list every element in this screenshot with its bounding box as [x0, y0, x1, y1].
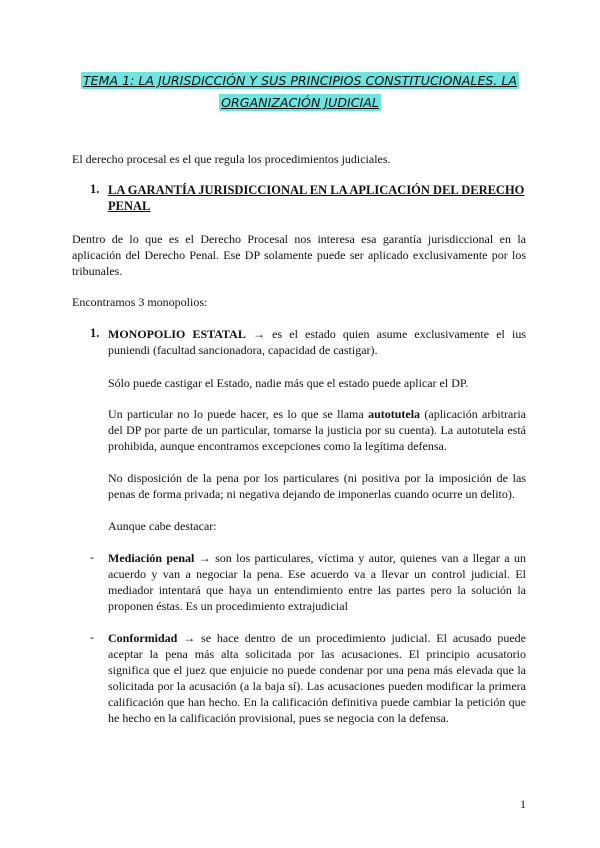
- p3-text-a: Un particular no lo puede hacer, es lo que se llama: [108, 407, 369, 421]
- page-number: 1: [520, 797, 526, 811]
- section-number: 1.: [90, 182, 100, 196]
- bullet-text: [108, 550, 526, 614]
- section-heading-line-2: PENAL: [108, 199, 151, 213]
- p3-text-b: (aplicación arbitraria del DP por parte de un particular, tomarse la justicia por su cuenta). La autotutela está prohibida, aunque encontramos excepciones como la legítima defensa.: [108, 407, 526, 453]
- bullet-item: [90, 630, 526, 726]
- title-line-2: ORGANIZACIÓN JUDICIAL: [221, 95, 379, 110]
- bullet-term: Conformidad: [108, 631, 178, 645]
- section-heading-line-1: LA GARANTÍA JURISDICCIONAL EN LA APLICACIÓN DEL DERECHO: [108, 183, 525, 197]
- list-item-text: [108, 326, 526, 358]
- page-title: [70, 70, 530, 114]
- list-item-1: [90, 326, 526, 358]
- section-heading: [90, 182, 530, 214]
- bullet-item: [90, 550, 526, 614]
- bullet-marker: -: [90, 630, 94, 644]
- intro-paragraph: El derecho procesal es el que regula los procedimientos judiciales.: [72, 152, 391, 166]
- item-paragraph-4: No disposición de la pena por los particulares (ni positiva por la imposición de las penas de forma privada; ni negativa dejando de imponerlas cuando ocurre un delito).: [108, 471, 526, 501]
- paragraph-1: Dentro de lo que es el Derecho Procesal nos interesa esa garantía jurisdiccional en la aplicación del Derecho Penal. Ese DP solamente puede ser aplicado exclusivamente por los tribunales.: [72, 232, 526, 278]
- item-text: → es el estado quien asume exclusivamente el ius puniendi (facultad sancionadora, capacidad de castigar).: [108, 327, 526, 357]
- item-term: MONOPOLIO ESTATAL: [108, 327, 246, 341]
- bullet-marker: -: [90, 550, 94, 564]
- paragraph-2: Encontramos 3 monopolios:: [72, 295, 208, 309]
- bullet-body: → son los particulares, víctima y autor, quienes van a llegar a un acuerdo y van a negociar la pena. Ese acuerdo va a llevar un control judicial. El mediador intentará que haya un entendimiento entre las partes pero la solución la proponen éstas. Es un procedimiento extrajudicial: [108, 551, 526, 613]
- p3-term: autotutela: [368, 407, 421, 421]
- item-paragraph-5: Aunque cabe destacar:: [108, 519, 217, 533]
- item-paragraph-3: [108, 406, 526, 454]
- list-item-number: 1.: [90, 326, 100, 340]
- bullet-body: → se hace dentro de un procedimiento judicial. El acusado puede aceptar la pena más alta solicitada por las acusaciones. El principio acusatorio significa que el juez que enjuicie no puede condenar por una pena más elevada que la solicitada por la acusación (a la baja sí). Las acusaciones pueden modificar la primera calificación que han hecho. En la calificación definitiva puede cambiar la petición que he hecho en la calificación provisional, pues se negocia con la defensa.: [108, 631, 526, 725]
- title-line-1: TEMA 1: LA JURISDICCIÓN Y SUS PRINCIPIOS CONSTITUCIONALES. LA: [82, 73, 518, 88]
- bullet-text: [108, 630, 526, 726]
- bullet-term: Mediación penal: [108, 551, 195, 565]
- item-paragraph-2: Sólo puede castigar el Estado, nadie más que el estado puede aplicar el DP.: [108, 376, 469, 390]
